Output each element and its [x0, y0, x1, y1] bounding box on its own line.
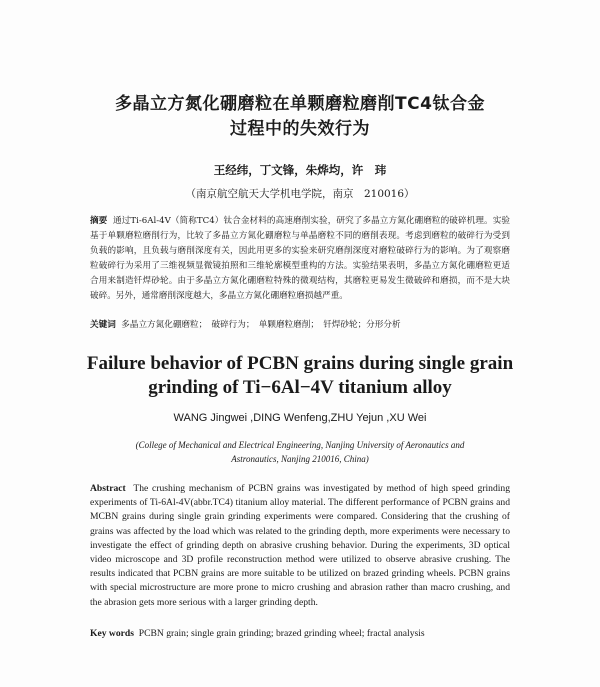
- english-abstract-label: Abstract: [90, 483, 126, 494]
- chinese-keywords: [90, 318, 510, 332]
- english-abstract: [90, 482, 510, 610]
- english-keywords-text: PCBN grain; single grain grinding; brazed grinding wheel; fractal analysis: [138, 628, 425, 639]
- english-affiliation-line1: (College of Mechanical and Electrical Engineering, Nanjing University of Aeronautics and: [135, 440, 465, 450]
- chinese-abstract: [90, 214, 510, 304]
- english-affiliation-line2: Astronautics, Nanjing 210016, China): [231, 454, 369, 464]
- chinese-authors: 王经纬，丁文锋，朱烨均，许 玮: [213, 163, 387, 177]
- chinese-title-line2: 过程中的失效行为: [230, 119, 370, 139]
- english-title-line1: Failure behavior of PCBN grains during single grain: [86, 353, 514, 374]
- chinese-keywords-label: 关键词: [90, 320, 116, 330]
- chinese-affiliation: （南京航空航天大学机电学院，南京 210016）: [185, 188, 415, 200]
- chinese-title-line1: 多晶立方氮化硼磨粒在单颗磨粒磨削TC4钛合金: [115, 94, 485, 114]
- english-keywords: [90, 627, 510, 641]
- english-authors: WANG Jingwei ,DING Wenfeng,ZHU Yejun ,XU Wei: [173, 412, 427, 424]
- chinese-title: [60, 92, 540, 142]
- english-title-line2: grinding of Ti−6Al−4V titanium alloy: [148, 377, 452, 398]
- english-keywords-label: Key words: [90, 628, 134, 639]
- english-affiliation: [110, 438, 490, 466]
- chinese-abstract-text: 通过Ti-6Al-4V（简称TC4）钛合金材料的高速磨削实验，研究了多晶立方氮化硼磨粒的破碎机理。实验基于单颗磨粒磨削行为，比较了多晶立方氮化硼磨粒与单晶磨粒不同的磨削表现。考虑到磨粒的破碎行为受到负载的影响，且负载与磨削深度有关，因此用更多的实验来研究磨削深度对磨粒破碎行为的影响。为了观察磨粒破碎行为采用了三维视频显微镜拍照和三维轮廓模型重构的方法。实验结果表明，多晶立方氮化硼磨粒更适合用来制造钎焊砂轮。由于多晶立方氮化硼磨粒特殊的微观结构，其磨粒更易发生微破碎和磨损，而不是大块破碎。另外，通常磨削深度越大，多晶立方氮化硼磨粒磨损越严重。: [90, 216, 510, 301]
- english-title: [60, 352, 540, 400]
- chinese-abstract-label: 摘要: [90, 216, 108, 226]
- english-abstract-text: The crushing mechanism of PCBN grains was investigated by method of high speed grinding experiments of Ti-6Al-4V(abbr.TC4) titanium alloy material. The different performance of PCBN grains and MCBN grains during single grain grinding experiments were compared. Considering that the crushing of grains was affected by the load which was related to the grinding depth, more experiments were necessary to investigate the effect of grinding depth on abrasive crushing behavior. During the experiments, 3D optical video microscope and 3D profile reconstruction method were utilized to observe abrasive crushing. The results indicated that PCBN grains are more suitable to be utilized on brazed grinding wheels. PCBN grains with special microstructure are more prone to micro crushing and abrasion rather than macro crushing, and the abrasion gets more serious with a larger grinding depth.: [90, 483, 511, 608]
- chinese-keywords-text: 多晶立方氮化硼磨粒； 破碎行为； 单颗磨粒磨削； 钎焊砂轮；分形分析: [121, 320, 401, 330]
